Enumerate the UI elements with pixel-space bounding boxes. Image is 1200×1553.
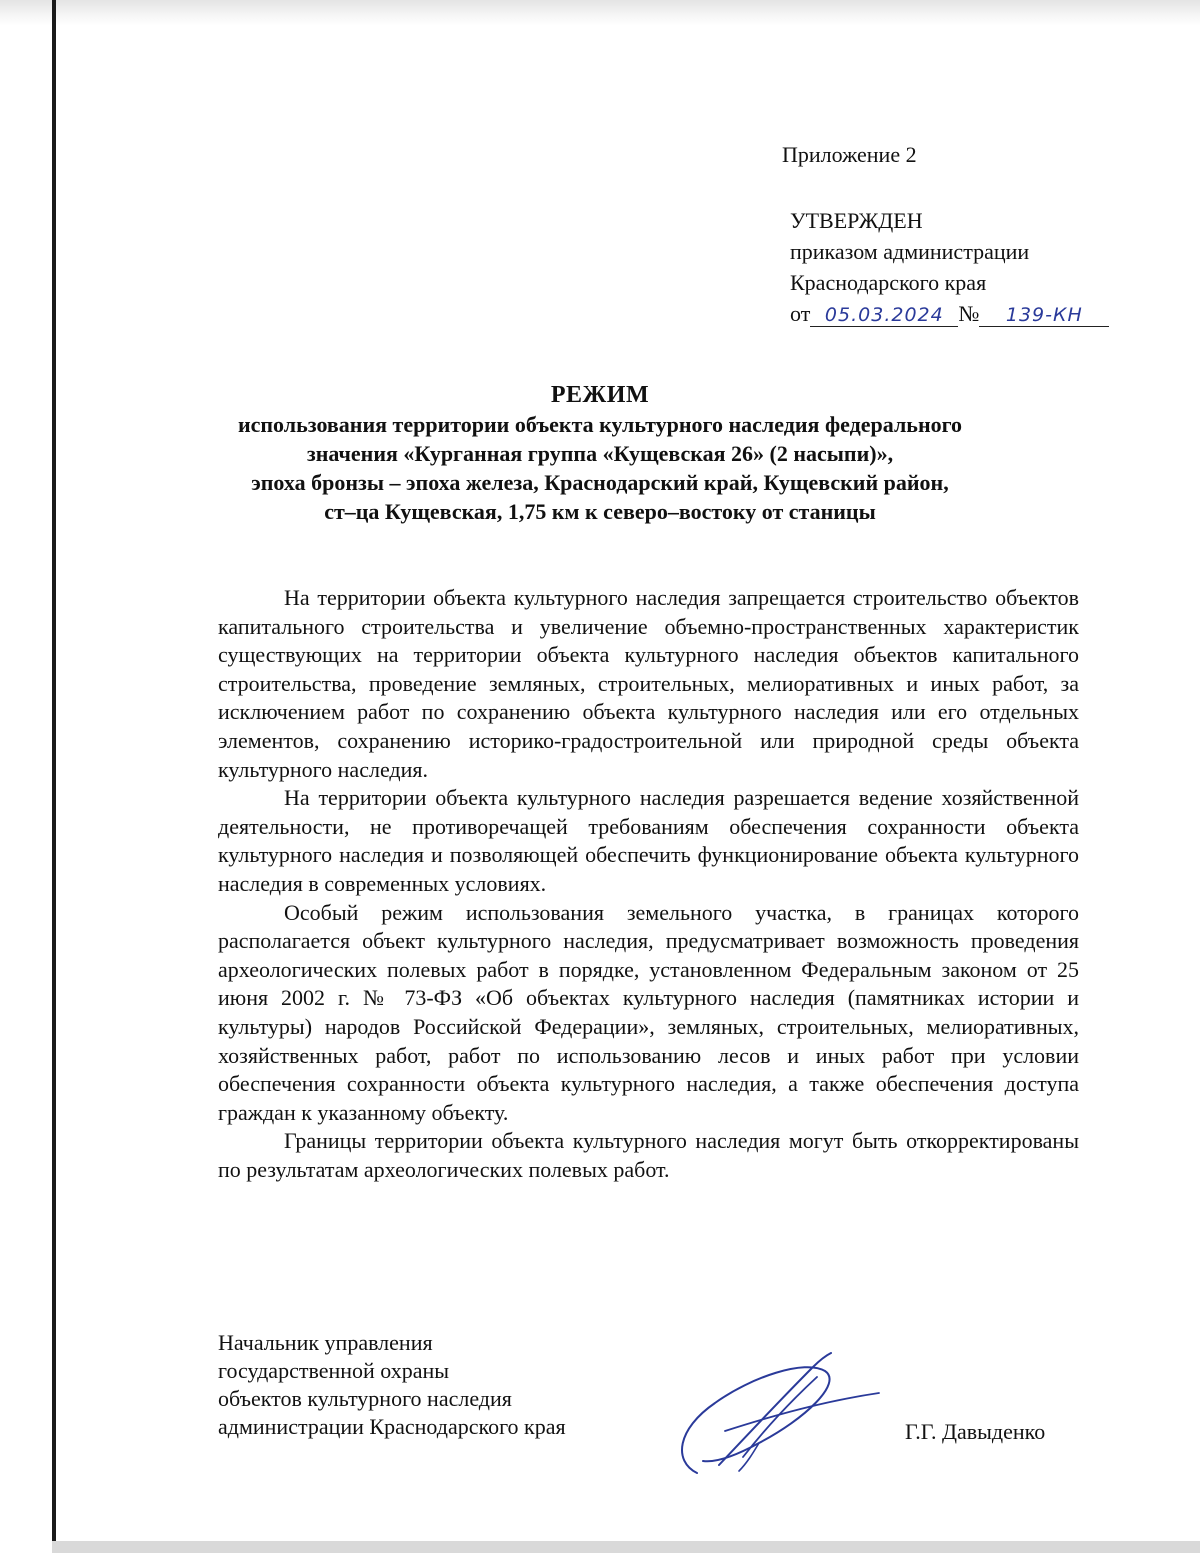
signatory-title xyxy=(218,1329,566,1441)
number-blank xyxy=(979,303,1109,327)
date-prefix: от xyxy=(790,301,811,326)
signatory-title-line-1: Начальник управления xyxy=(218,1330,433,1355)
title-line-1: использования территории объекта культурного наследия федерального xyxy=(237,412,963,437)
approval-heading: УТВЕРЖДЕН xyxy=(790,208,923,233)
appendix-label: Приложение 2 xyxy=(782,142,917,167)
signatory-title-line-2: государственной охраны xyxy=(218,1358,450,1383)
signatory-title-line-3: объектов культурного наследия xyxy=(218,1386,512,1411)
scan-bottom-shadow xyxy=(52,1541,1200,1553)
approval-line-2: Краснодарского края xyxy=(790,270,987,295)
approval-date-line xyxy=(790,298,1109,329)
signatory-title-line-4: администрации Краснодарского края xyxy=(218,1414,566,1439)
signatory-name: Г.Г. Давыденко xyxy=(905,1419,1046,1444)
date-blank xyxy=(810,303,958,327)
title-main: РЕЖИМ xyxy=(550,382,650,408)
title-line-4: ст–ца Кущевская, 1,75 км к северо–востоку от станицы xyxy=(324,499,876,524)
number-sign: № xyxy=(958,301,980,326)
document-title xyxy=(200,380,1000,526)
handwritten-number: 139-КН xyxy=(1005,304,1083,326)
scan-top-shadow xyxy=(0,0,1200,26)
body-text xyxy=(218,584,1079,1184)
title-line-3: эпоха бронзы – эпоха железа, Краснодарский край, Кущевский район, xyxy=(251,470,949,495)
handwritten-signature xyxy=(655,1345,885,1480)
handwritten-date: 05.03.2024 xyxy=(824,304,944,326)
title-line-2: значения «Курганная группа «Кущевская 26» (2 насыпи)», xyxy=(306,441,894,466)
paragraph-1: На территории объекта культурного наследия запрещается строительство объектов капитального строительства и увеличение объемно-пространственных характеристик существующих на территории объекта культурного наследия объектов капитального строительства, проведение земляных, строительных, мелиоративных и иных работ, за исключением работ по сохранению объекта культурного наследия или его отдельных элементов, сохранению историко-градостроительной или природной среды объекта культурного наследия. xyxy=(218,585,1079,782)
paragraph-3: Особый режим использования земельного участка, в границах которого располагается объект культурного наследия, предусматривает возможность проведения археологических полевых работ в порядке, установленном Федеральным законом от 25 июня 2002 г. № 73-ФЗ «Об объектах культурного наследия (памятниках истории и культуры) народов Российской Федерации», земляных, строительных, мелиоративных, хозяйственных работ, работ по использованию лесов и иных работ при условии обеспечения сохранности объекта культурного наследия, а также обеспечения доступа граждан к указанному объекту. xyxy=(218,899,1079,1125)
paragraph-2: На территории объекта культурного наследия разрешается ведение хозяйственной деятельности, не противоречащей требованиям обеспечения сохранности объекта культурного наследия и позволяющей обеспечить функционирование объекта культурного наследия в современных условиях. xyxy=(218,785,1079,896)
paragraph-4: Границы территории объекта культурного наследия могут быть откорректированы по результатам археологических полевых работ. xyxy=(218,1128,1079,1182)
approval-line-1: приказом администрации xyxy=(790,239,1030,264)
scan-left-border xyxy=(52,0,56,1553)
approval-block xyxy=(790,205,1109,329)
